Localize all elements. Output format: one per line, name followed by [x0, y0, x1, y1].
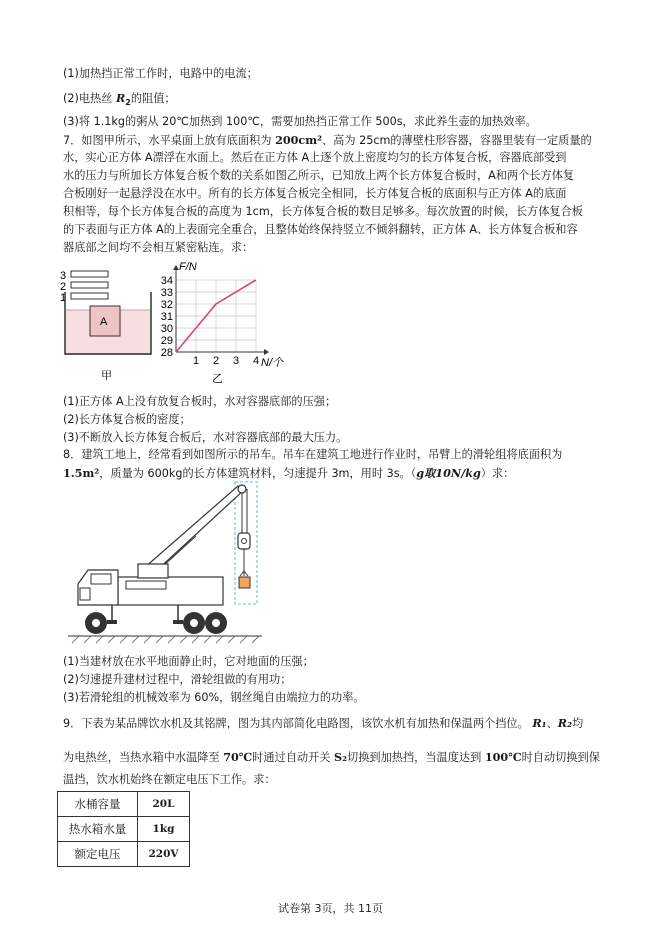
- q7-line5: 积相等，每个长方体复合板的高度为 1cm，长方体复合板的数目足够多。每次放置的时候，长方体复合板: [63, 205, 583, 218]
- q7-line4: 合板刚好一起悬浮没在水中。所有的长方体复合板完全相同，长方体复合板的底面积与正方体 A的底面: [63, 187, 567, 200]
- table-key: 水桶容量: [58, 792, 138, 817]
- figure-jia: [58, 265, 158, 385]
- x-axis-arrow: [264, 349, 269, 355]
- q8-sub1: (1)当建材放在水平地面静止时，它对地面的压强；: [63, 655, 314, 668]
- q8-sub3: (3)若滑轮组的机械效率为 60%，钢丝绳自由端拉力的功率。: [63, 691, 365, 704]
- table-row: [58, 792, 190, 817]
- q7-line1: 7．如图甲所示，水平桌面上放有底面积为 200cm²、高为 25cm的薄壁柱形容器，容器里装有一定质量的: [63, 133, 592, 147]
- ground-hatching: [72, 636, 259, 643]
- q7-sub2: (2)长方体复合板的密度；: [63, 413, 191, 426]
- y-tick-label: 28: [160, 347, 173, 359]
- x-tick-label: 4: [252, 355, 260, 367]
- table-row: [58, 817, 190, 842]
- q9-line1: 9．下表为某品牌饮水机及其铭牌，图为其内部简化电路图，该饮水机有加热和保温两个挡位。 R₁、R₂均: [63, 716, 584, 730]
- plate-number-1: 1: [60, 292, 67, 304]
- x-tick-label: 1: [192, 355, 200, 367]
- cube-A-label: A: [100, 316, 108, 328]
- q9-line2: 为电热丝，当热水箱中水温降至 70℃时通过自动开关 S₂切换到加热挡，当温度达到 100℃时自动切换到保: [63, 750, 600, 764]
- building-material: [239, 577, 250, 588]
- q6-part2: (2)电热丝 $R_2$的阻值；: [63, 91, 176, 108]
- page-footer: 试卷第 3页，共 11页: [278, 902, 383, 915]
- q7-sub3: (3)不断放入长方体复合板后，水对容器底部的最大压力。: [63, 431, 348, 444]
- figure-jia-label: 甲: [101, 370, 112, 382]
- top-pulley: [238, 485, 246, 493]
- y-tick-label: 34: [160, 275, 173, 287]
- plate-3: [71, 271, 108, 277]
- x-tick-label: 3: [232, 355, 240, 367]
- plate-2: [71, 282, 108, 288]
- table-row: [58, 842, 190, 867]
- x-tick-label: 2: [212, 355, 220, 367]
- figure-yi-chart: [150, 258, 310, 386]
- plate-number-2: 2: [60, 281, 67, 293]
- q7-sub1: (1)正方体 A上没有放复合板时，水对容器底部的压强；: [63, 395, 337, 408]
- q6-part3: (3)将 1.1kg的粥从 20℃加热到 100℃，需要加热挡正常工作 500s，求此养生壶的加热效率。: [63, 115, 537, 128]
- truck-wheels: [85, 612, 227, 634]
- nameplate-table: [57, 791, 190, 867]
- table-value: 20L: [138, 792, 190, 817]
- q7-line7: 器底部之间均不会相互紧密粘连。求：: [63, 241, 254, 254]
- table-key: 额定电压: [58, 842, 138, 867]
- y-tick-label: 30: [160, 323, 173, 335]
- chart-grid: [176, 280, 256, 352]
- plate-number-3: 3: [60, 270, 67, 282]
- crane-boom: [144, 486, 244, 573]
- plate-1: [71, 293, 108, 299]
- y-axis-unit: F/N: [179, 261, 197, 273]
- q6-part1: (1)加热挡正常工作时，电路中的电流；: [63, 67, 258, 80]
- q8-line2: 1.5m²，质量为 600kg的长方体建筑材料，匀速提升 3m，用时 3s。（g取10N/kg）求：: [63, 466, 515, 480]
- q8-sub2: (2)匀速提升建材过程中，滑轮组做的有用功；: [63, 673, 292, 686]
- table-value: 220V: [138, 842, 190, 867]
- q9-line3: 温挡，饮水机始终在额定电压下工作。求：: [63, 773, 276, 786]
- q8-line1: 8．建筑工地上，经常看到如图所示的吊车。吊车在建筑工地进行作业时，吊臂上的滑轮组将底面积为: [63, 448, 563, 461]
- x-axis-unit: N/个: [261, 357, 283, 369]
- figure-yi-label: 乙: [212, 373, 223, 385]
- table-key: 热水箱水量: [58, 817, 138, 842]
- y-tick-label: 32: [160, 299, 173, 311]
- q7-line6: 的下表面与正方体 A的上表面完全重合，且整体始终保持竖立不倾斜翻转，正方体 A、长方体复合板和容: [63, 223, 578, 236]
- crane-figure: [66, 480, 266, 648]
- y-tick-label: 31: [160, 311, 173, 323]
- q7-line3: 水的压力与所加长方体复合板个数的关系如图乙所示，已知放上两个长方体复合板时，A和两个长方体复: [63, 169, 575, 182]
- y-tick-label: 29: [160, 335, 173, 347]
- chart-axes: [173, 265, 269, 355]
- y-tick-label: 33: [160, 287, 173, 299]
- q7-line2: 水，实心正方体 A漂浮在水面上。然后在正方体 A上逐个放上密度均匀的长方体复合板，容器底部受到: [63, 151, 567, 164]
- table-value: 1kg: [138, 817, 190, 842]
